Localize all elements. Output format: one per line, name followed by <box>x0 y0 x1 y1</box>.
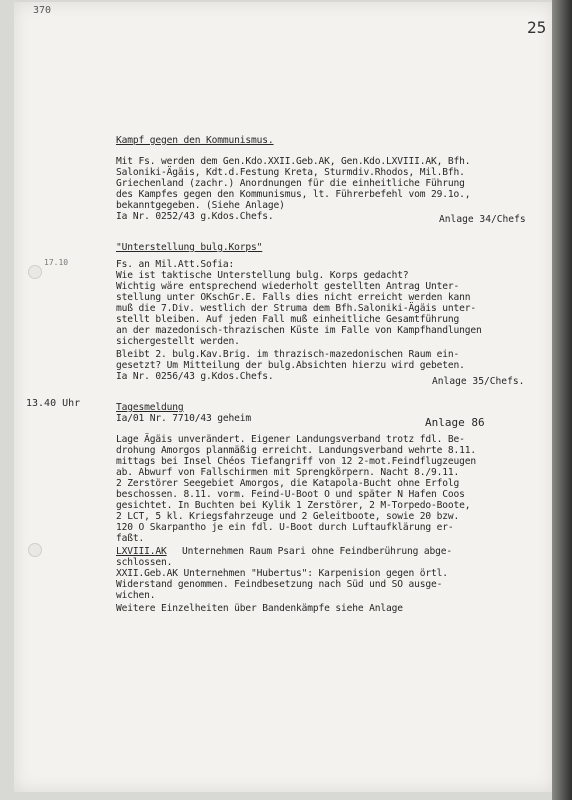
text-line: muß die 7.Div. westlich der Struma dem Bfh.Saloniki-Ägäis unter- <box>116 303 477 314</box>
punch-hole <box>28 265 42 279</box>
page-number: 25 <box>527 18 547 37</box>
text-line: Mit Fs. werden dem Gen.Kdo.XXII.Geb.AK, Gen.Kdo.LXVIII.AK, Bfh. <box>116 156 471 167</box>
section-title: Kampf gegen den Kommunismus. <box>116 135 274 146</box>
text-line: Widerstand genommen. Feindbesetzung nach Süd und SO ausge- <box>116 579 443 590</box>
text-line: gesichtet. In Buchten bei Kylik 1 Zerstörer, 2 M-Torpedo-Boote, <box>116 500 471 511</box>
text-line: Bleibt 2. bulg.Kav.Brig. im thrazisch-mazedonischen Raum ein- <box>116 349 460 360</box>
corner-number: 370 <box>33 5 52 16</box>
annex-ref: Anlage 34/Chefs <box>439 214 526 225</box>
text-line: des Kampfes gegen den Kommunismus, lt. Führerbefehl vom 29.1o., <box>116 189 471 200</box>
text-line: ab. Abwurf von Fallschirmen mit Sprengkörpern. Nacht 8./9.11. <box>116 467 460 478</box>
text-line: bekanntgegeben. (Siehe Anlage) <box>116 200 285 211</box>
text-line: Ia Nr. 0256/43 g.Kdos.Chefs. <box>116 371 274 382</box>
text-line: Griechenland (zachr.) Anordnungen für die einheitliche Führung <box>116 178 465 189</box>
text-line: drohung Amorgos planmäßig erreicht. Landungsverband wehrte 8.11. <box>116 445 477 456</box>
text-line: mittags bei Insel Chéos Tiefangriff von 12 2-mot.Feindflugzeugen <box>116 456 477 467</box>
page-edge-shadow <box>552 0 572 800</box>
text-line: schlossen. <box>116 557 173 568</box>
document-page <box>14 2 554 792</box>
text-line: 2 Zerstörer Seegebiet Amorgos, die Katapola-Bucht ohne Erfolg <box>116 478 460 489</box>
punch-hole <box>28 543 42 557</box>
section-title: Tagesmeldung <box>116 402 184 413</box>
text-line: Wichtig wäre entsprechend wiederholt gestellten Antrag Unter- <box>116 281 460 292</box>
text-line: Unternehmen Raum Psari ohne Feindberührung abge- <box>182 546 453 557</box>
text-line: Weitere Einzelheiten über Bandenkämpfe siehe Anlage <box>116 603 403 614</box>
text-line: Lage Ägäis unverändert. Eigener Landungsverband trotz fdl. Be- <box>116 434 465 445</box>
text-line: faßt. <box>116 533 145 544</box>
annex-ref: Anlage 35/Chefs. <box>432 376 525 387</box>
text-line: an der mazedonisch-thrazischen Küste im Falle von Kampfhandlungen <box>116 325 482 336</box>
text-line: XXII.Geb.AK Unternehmen "Hubertus": Karpenision gegen örtl. <box>116 568 448 579</box>
text-line: sichergestellt werden. <box>116 336 240 347</box>
text-line: 120 O Skarpantho je ein fdl. U-Boot durch Luftaufklärung er- <box>116 522 454 533</box>
unit-label: LXVIII.AK <box>116 546 167 557</box>
text-line: stellung unter OKschGr.E. Falls dies nicht erreicht werden kann <box>116 292 471 303</box>
text-line: wichen. <box>116 590 156 601</box>
section-subtitle: Ia/01 Nr. 7710/43 geheim <box>116 413 252 424</box>
text-line: Ia Nr. 0252/43 g.Kdos.Chefs. <box>116 211 274 222</box>
text-line: stellt bleiben. Auf jeden Fall muß einheitliche Gesamtführung <box>116 314 460 325</box>
text-line: Fs. an Mil.Att.Sofia: <box>116 259 235 270</box>
text-line: Wie ist taktische Unterstellung bulg. Korps gedacht? <box>116 270 409 281</box>
annex-ref: Anlage 86 <box>425 416 485 429</box>
handwritten-mark: 17.10 <box>44 258 69 267</box>
text-line: gesetzt? Um Mitteilung der bulg.Absichten hierzu wird gebeten. <box>116 360 465 371</box>
text-line: 2 LCT, 5 kl. Kriegsfahrzeuge und 2 Geleitboote, sowie 20 bzw. <box>116 511 460 522</box>
section-title: "Unterstellung bulg.Korps" <box>116 242 263 253</box>
time-stamp: 13.40 Uhr <box>26 398 81 409</box>
text-line: Saloniki-Ägäis, Kdt.d.Festung Kreta, Sturmdiv.Rhodos, Mil.Bfh. <box>116 167 465 178</box>
text-line: beschossen. 8.11. vorm. Feind-U-Boot O und später N Hafen Coos <box>116 489 465 500</box>
